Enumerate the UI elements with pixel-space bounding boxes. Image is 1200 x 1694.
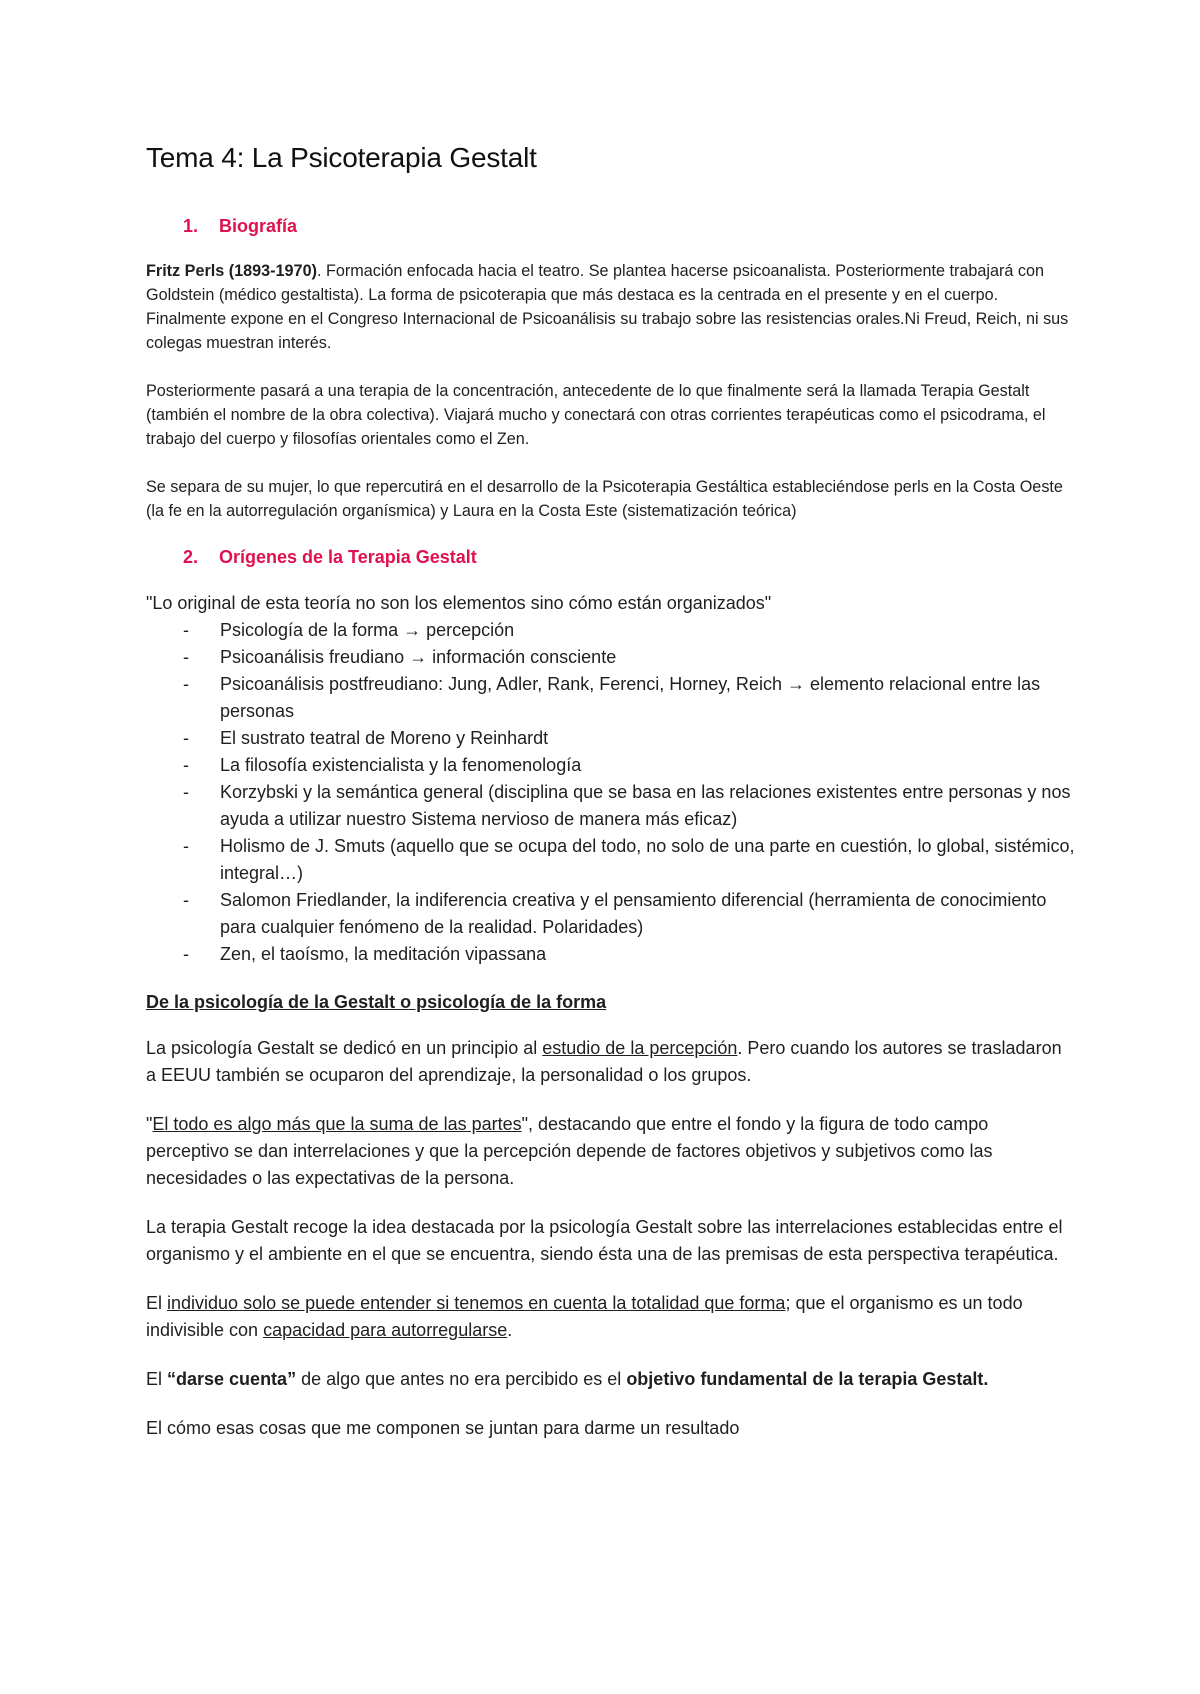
list-item-text: Psicología de la forma → percepción bbox=[220, 620, 515, 640]
paragraph-biography-3: Se separa de su mujer, lo que repercutirá en el desarrollo de la Psicoterapia Gestáltica estableciéndose perls en la Costa Oeste (la fe en la autorregulación organísmica) y Laura en la Costa Este (sistematización teórica) bbox=[146, 478, 1063, 520]
list-item bbox=[146, 887, 1076, 941]
section-number: 2. bbox=[183, 547, 199, 567]
underlined-text: El todo es algo más que la suma de las partes bbox=[152, 1114, 522, 1134]
dash-bullet: - bbox=[183, 755, 189, 775]
paragraph-text: . Pero cuando los autores se trasladaron a EEUU también se ocuparon del aprendizaje, la personalidad o los grupos. bbox=[146, 1038, 1062, 1085]
subsection-heading: De la psicología de la Gestalt o psicología de la forma bbox=[146, 992, 607, 1012]
dash-bullet: - bbox=[183, 944, 189, 964]
dash-bullet: - bbox=[183, 782, 189, 802]
paragraph-text: . bbox=[507, 1320, 513, 1340]
paragraph-text: El bbox=[146, 1293, 168, 1313]
paragraph-gestalt-3: La terapia Gestalt recoge la idea destacada por la psicología Gestalt sobre las interrelaciones establecidas entre el organismo y el ambiente en el que se encuentra, siendo ésta una de las premisas de esta perspectiva terapéutica. bbox=[146, 1217, 1063, 1264]
list-item-text: Korzybski y la semántica general (disciplina que se basa en las relaciones existentes entre personas y nos ayuda a utilizar nuestro Sistema nervioso de manera más eficaz) bbox=[220, 782, 1071, 829]
paragraph-text: ", destacando que entre el fondo y la figura de todo campo perceptivo se dan interrelaciones y que la percepción depende de factores objetivos y subjetivos como las necesidades o las expectativas de la persona. bbox=[146, 1114, 993, 1188]
list-item bbox=[146, 725, 1076, 752]
paragraph-text: El bbox=[146, 1369, 168, 1389]
paragraph-text: de algo que antes no era percibido es el bbox=[296, 1369, 627, 1389]
paragraph-gestalt-4 bbox=[146, 1290, 1076, 1344]
underlined-text: estudio de la percepción bbox=[542, 1038, 738, 1058]
section-number: 1. bbox=[183, 216, 199, 236]
section-title: Orígenes de la Terapia Gestalt bbox=[219, 547, 477, 567]
origins-list bbox=[146, 617, 1076, 968]
section-title: Biografía bbox=[219, 216, 298, 236]
page-title: Tema 4: La Psicoterapia Gestalt bbox=[146, 142, 537, 173]
paragraph-gestalt-2 bbox=[146, 1111, 1076, 1192]
paragraph-biography-1 bbox=[146, 259, 1076, 355]
bold-text: “darse cuenta” bbox=[167, 1369, 297, 1389]
list-item-text: Psicoanálisis postfreudiano: Jung, Adler, Rank, Ferenci, Horney, Reich → elemento relacional entre las personas bbox=[220, 674, 1041, 721]
list-item bbox=[146, 833, 1076, 887]
paragraph-text: " bbox=[146, 1114, 153, 1134]
list-item-text: Holismo de J. Smuts (aquello que se ocupa del todo, no solo de una parte en cuestión, lo global, sistémico, integral…) bbox=[220, 836, 1075, 883]
paragraph-text: ; que el organismo es un todo indivisible con bbox=[146, 1293, 1023, 1340]
paragraph-gestalt-1 bbox=[146, 1035, 1076, 1089]
section-heading-biografia bbox=[146, 216, 1076, 237]
dash-bullet: - bbox=[183, 620, 189, 640]
list-item bbox=[146, 941, 1076, 968]
list-item-text: El sustrato teatral de Moreno y Reinhardt bbox=[220, 728, 549, 748]
bold-text: Fritz Perls (1893-1970) bbox=[146, 262, 317, 280]
paragraph-text: . Formación enfocada hacia el teatro. Se plantea hacerse psicoanalista. Posteriormente trabajará con Goldstein (médico gestaltista). La forma de psicoterapia que más destaca es la centrada en el presente y en el cuerpo. Finalmente expone en el Congreso Internacional de Psicoanálisis su trabajo sobre las resistencias orales.Ni Freud, Reich, ni sus colegas muestran interés. bbox=[146, 262, 1069, 352]
list-item bbox=[146, 644, 1076, 671]
dash-bullet: - bbox=[183, 647, 189, 667]
list-item-text: La filosofía existencialista y la fenomenología bbox=[220, 755, 582, 775]
dash-bullet: - bbox=[183, 836, 189, 856]
dash-bullet: - bbox=[183, 890, 189, 910]
paragraph-text: La psicología Gestalt se dedicó en un principio al bbox=[146, 1038, 543, 1058]
list-item bbox=[146, 779, 1076, 833]
list-item-text: Zen, el taoísmo, la meditación vipassana bbox=[220, 944, 547, 964]
underlined-text: capacidad para autorregularse bbox=[263, 1320, 508, 1340]
list-item bbox=[146, 671, 1076, 725]
list-item bbox=[146, 617, 1076, 644]
paragraph-gestalt-5 bbox=[146, 1366, 1076, 1393]
paragraph-biography-2: Posteriormente pasará a una terapia de la concentración, antecedente de lo que finalmente será la llamada Terapia Gestalt (también el nombre de la obra colectiva). Viajará mucho y conectará con otras corrientes terapéuticas como el psicodrama, el trabajo del cuerpo y filosofías orientales como el Zen. bbox=[146, 382, 1046, 448]
bold-text: objetivo fundamental de la terapia Gestalt. bbox=[626, 1369, 989, 1389]
list-item bbox=[146, 752, 1076, 779]
origins-quote: "Lo original de esta teoría no son los elementos sino cómo están organizados" bbox=[146, 593, 772, 613]
list-item-text: Psicoanálisis freudiano → información consciente bbox=[220, 647, 617, 667]
dash-bullet: - bbox=[183, 728, 189, 748]
list-item-text: Salomon Friedlander, la indiferencia creativa y el pensamiento diferencial (herramienta de conocimiento para cualquier fenómeno de la realidad. Polaridades) bbox=[220, 890, 1047, 937]
dash-bullet: - bbox=[183, 674, 189, 694]
underlined-text: individuo solo se puede entender si tenemos en cuenta la totalidad que forma bbox=[167, 1293, 786, 1313]
section-heading-origenes bbox=[146, 547, 1076, 568]
paragraph-gestalt-6: El cómo esas cosas que me componen se juntan para darme un resultado bbox=[146, 1418, 740, 1438]
document-content bbox=[146, 142, 1076, 1442]
